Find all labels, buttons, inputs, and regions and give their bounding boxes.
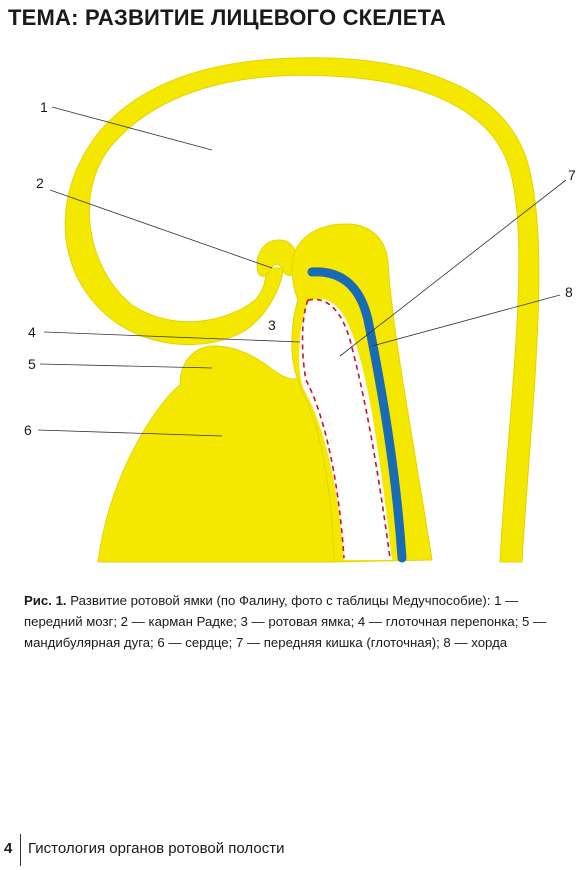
figure-caption-label: Рис. 1.: [24, 593, 67, 609]
mandibular-arch-and-heart: [98, 346, 334, 562]
page-footer: [0, 832, 582, 866]
page-number: 4: [4, 840, 13, 857]
page-title: ТЕМА: РАЗВИТИЕ ЛИЦЕВОГО СКЕЛЕТА: [8, 5, 447, 30]
figure-caption: [24, 590, 580, 653]
label-3: 3: [268, 317, 276, 333]
label-7: 7: [568, 167, 576, 183]
label-2: 2: [36, 175, 44, 191]
label-8: 8: [565, 284, 573, 300]
running-title: Гистология органов ротовой полости: [28, 840, 285, 857]
figure-caption-text: Развитие ротовой ямки (по Фалину, фото с таблицы Медучпособие): 1 — передний мозг; 2 — карман Радке; 3 — ротовая ямка; 4 — глоточная перепонка; 5 — мандибулярная дуга; 6 — сердце; 7 — передняя кишка (глоточная); 8 — хорда: [24, 593, 547, 651]
label-4: 4: [28, 324, 36, 340]
label-1: 1: [40, 99, 48, 115]
footer-divider: [20, 834, 21, 866]
label-5: 5: [28, 356, 36, 372]
label-6: 6: [24, 422, 32, 438]
